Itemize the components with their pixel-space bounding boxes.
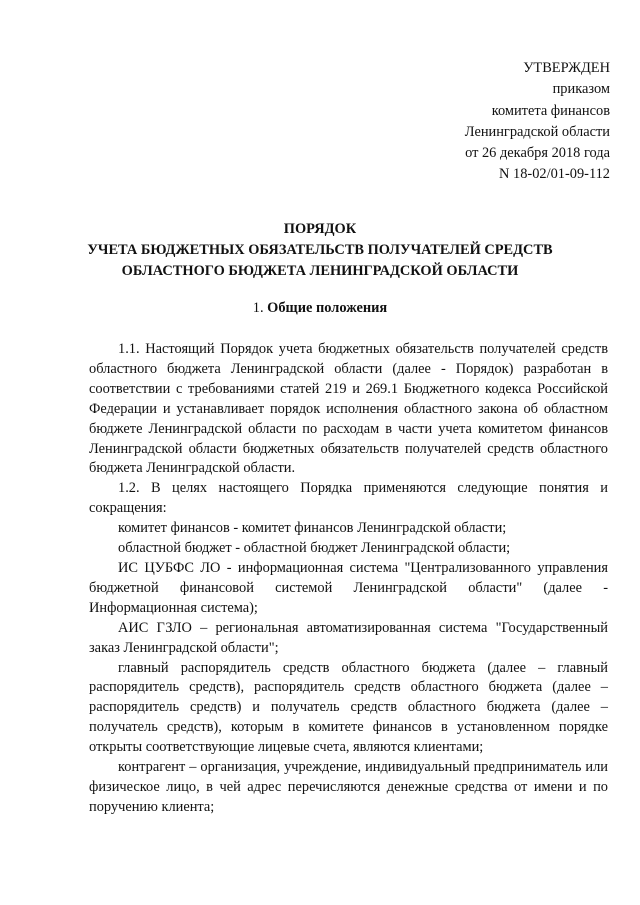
definition-ais-gzlo: АИС ГЗЛО – региональная автоматизированная система "Государственный заказ Ленинградской области"; <box>89 619 608 656</box>
approval-date: от 26 декабря 2018 года <box>465 145 610 162</box>
paragraph-1-2: 1.2. В целях настоящего Порядка применяются следующие понятия и сокращения: <box>89 480 608 517</box>
definition-finance-committee: комитет финансов - комитет финансов Ленинградской области; <box>118 520 507 537</box>
approval-block <box>465 58 610 186</box>
section-name: Общие положения <box>267 300 388 316</box>
definition-counterparty: контрагент – организация, учреждение, индивидуальный предприниматель или физическое лицо, в чей адрес перечисляются денежные средства от имени и по поручению клиента; <box>89 759 608 815</box>
definition-regional-budget: областной бюджет - областной бюджет Ленинградской области; <box>118 540 511 557</box>
section-number: 1. <box>252 300 268 316</box>
title-line-1: ПОРЯДОК <box>283 221 357 237</box>
paragraph-1-1: 1.1. Настоящий Порядок учета бюджетных обязательств получателей средств областного бюджета Ленинградской области (далее - Порядок) разработан в соответствии с требованиями статей 219 и 269.1 Бюджетного кодекса Российской Федерации и устанавливает порядок исполнения областного закона об областном бюджете Ленинградской области по расходам в части учета комитетом финансов Ленинградской области бюджетных обязательств получателей средств областного бюджета Ленинградской области. <box>89 341 608 477</box>
approval-heading: УТВЕРЖДЕН <box>523 60 610 76</box>
approval-committee: комитета финансов <box>491 102 610 119</box>
definition-is-cubfs-continued: Информационная система); <box>89 599 258 616</box>
title-line-2: УЧЕТА БЮДЖЕТНЫХ ОБЯЗАТЕЛЬСТВ ПОЛУЧАТЕЛЕЙ СРЕДСТВ <box>87 242 553 258</box>
approval-number: N 18-02/01-09-112 <box>499 166 610 183</box>
definition-budget-participants: главный распорядитель средств областного бюджета (далее – главный распорядитель средств), распорядитель средств областного бюджета (далее – распорядитель средств) и получатель средств областного бюджета (далее – получатель средств), которым в комитете финансов в установленном порядке открыты соответствующие лицевые счета, являются клиентами; <box>89 659 608 756</box>
approval-region: Ленинградской области <box>464 123 610 140</box>
document-title <box>0 219 640 282</box>
title-line-3: ОБЛАСТНОГО БЮДЖЕТА ЛЕНИНГРАДСКОЙ ОБЛАСТИ <box>121 263 519 279</box>
document-body <box>89 340 608 818</box>
approval-order-word: приказом <box>552 81 610 98</box>
definition-is-cubfs: ИС ЦУБФС ЛО - информационная система "Централизованного управления бюджетной финансовой системой Ленинградской области" (далее - <box>89 559 608 596</box>
section-heading <box>0 298 640 319</box>
